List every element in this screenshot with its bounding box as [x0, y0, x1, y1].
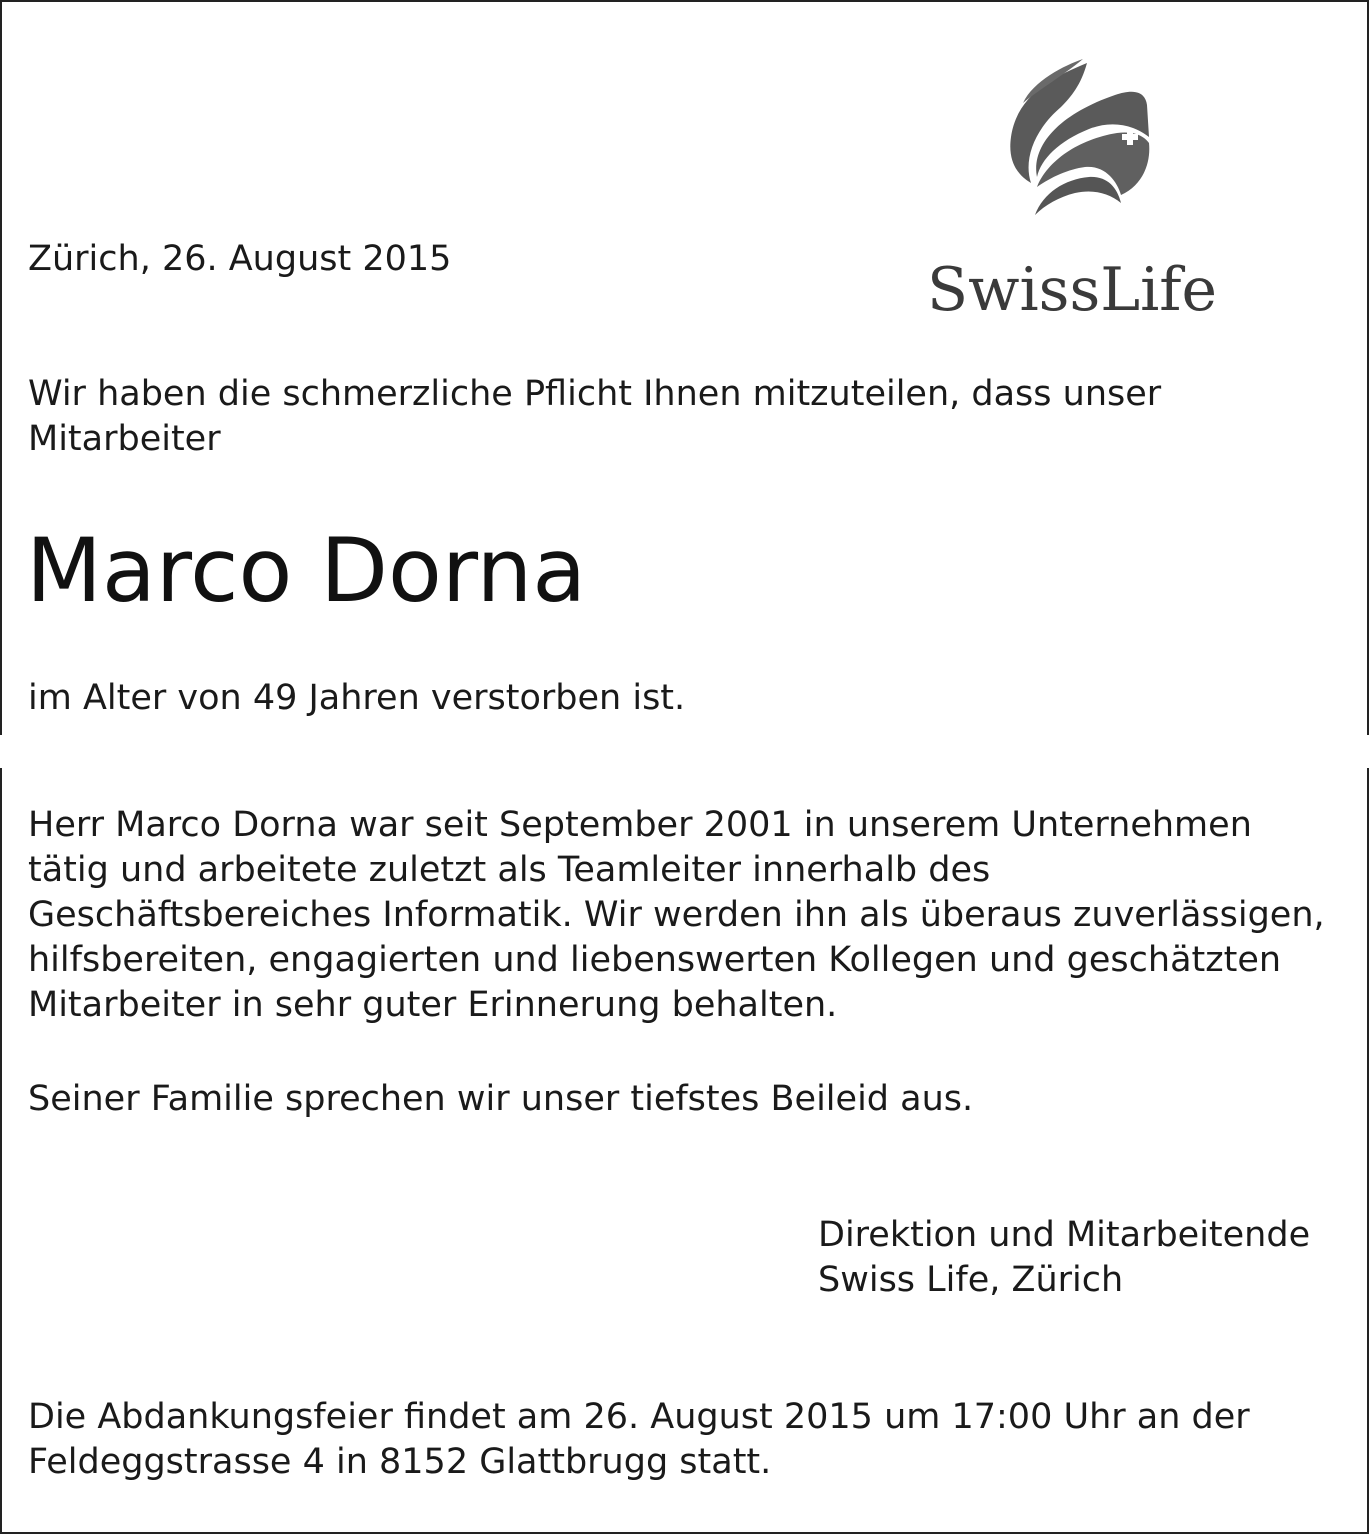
signature-line: Direktion und Mitarbeitende: [818, 1215, 1311, 1255]
intro-line: Wir haben die schmerzliche Pflicht Ihnen mitzuteilen, dass unser: [28, 374, 1162, 414]
ceremony-paragraph: [28, 1395, 1250, 1485]
deceased-name: Marco Dorna: [26, 519, 587, 622]
frame-left-border: [0, 768, 2, 1534]
tribute-line: Geschäftsbereiches Informatik. Wir werden ihn als überaus zuverlässigen,: [28, 895, 1325, 935]
age-line: im Alter von 49 Jahren verstorben ist.: [28, 678, 686, 718]
date-line: Zürich, 26. August 2015: [28, 239, 452, 279]
frame-bottom-border: [0, 1532, 1369, 1534]
swisslife-wave-cross-icon: [925, 55, 1235, 255]
ceremony-line: Feldeggstrasse 4 in 8152 Glattbrugg statt.: [28, 1442, 772, 1482]
signature-line: Swiss Life, Zürich: [818, 1260, 1124, 1300]
frame-right-border: [1367, 0, 1369, 735]
tribute-line: Mitarbeiter in sehr guter Erinnerung behalten.: [28, 985, 838, 1025]
logo-wordmark: SwissLife: [927, 255, 1217, 325]
tribute-line: tätig und arbeitete zuletzt als Teamleiter innerhalb des: [28, 850, 991, 890]
condolence-line: Seiner Familie sprechen wir unser tiefstes Beileid aus.: [28, 1079, 974, 1119]
tribute-line: hilfsbereiten, engagierten und liebenswerten Kollegen und geschätzten: [28, 940, 1282, 980]
tribute-line: Herr Marco Dorna war seit September 2001 in unserem Unternehmen: [28, 805, 1252, 845]
tribute-paragraph: [28, 803, 1325, 1028]
frame-top-border: [0, 0, 1369, 2]
intro-line: Mitarbeiter: [28, 419, 221, 459]
ceremony-line: Die Abdankungsfeier findet am 26. August 2015 um 17:00 Uhr an der: [28, 1397, 1250, 1437]
intro-paragraph: [28, 372, 1161, 462]
swisslife-logo: [925, 55, 1235, 325]
frame-left-border: [0, 0, 2, 735]
signature-block: [818, 1213, 1310, 1303]
frame-right-border: [1367, 768, 1369, 1534]
